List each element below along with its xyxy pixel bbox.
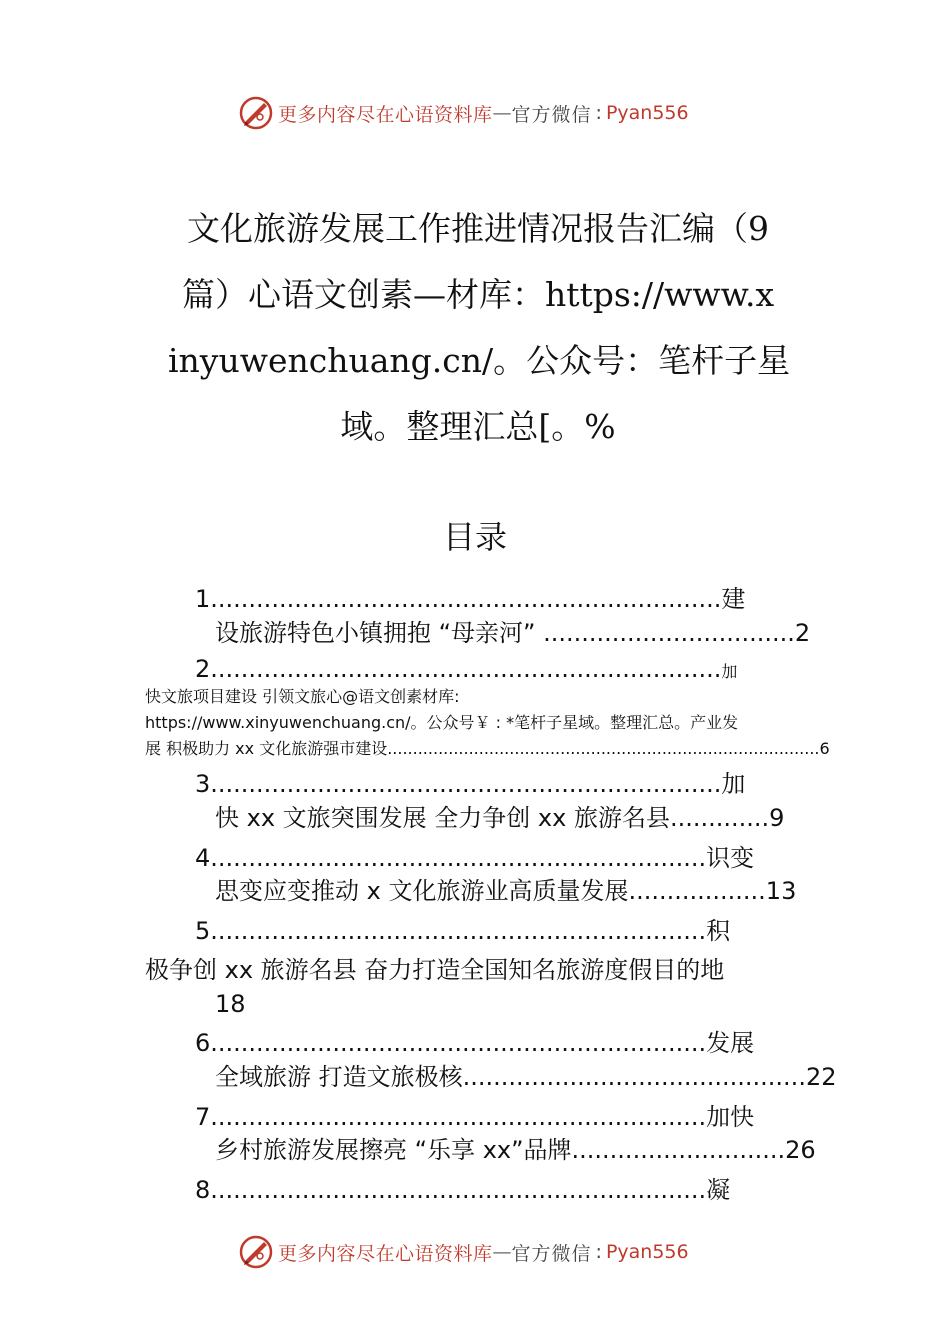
toc-entry-lead: 建 xyxy=(721,585,746,613)
toc-heading: 目录 xyxy=(442,518,507,556)
toc-entry-text: 设旅游特色小镇拥抱 “母亲河” xyxy=(215,619,536,647)
toc-entry-page: 9 xyxy=(769,804,785,832)
toc-dot-leader: ..................................................................................... xyxy=(387,739,820,758)
toc-entry-7[interactable] xyxy=(195,1100,835,1134)
toc-entry-text: 快 xx 文旅突围发展 全力争创 xx 旅游名县 xyxy=(215,804,670,832)
title-line-2: 篇）心语文创素—材库：https://www.x xyxy=(181,275,775,314)
toc-entry-text: 全域旅游 打造文旅极核 xyxy=(215,1063,463,1091)
banner-separator: — xyxy=(492,102,512,124)
banner-text: 更多内容尽在心语资料库 xyxy=(278,103,493,126)
toc-dot-leader: ................................................................. xyxy=(210,917,707,945)
title-line-4: 域。整理汇总[。% xyxy=(340,407,616,446)
toc-entry-page: 6 xyxy=(819,739,830,758)
toc-entry-3[interactable] xyxy=(195,767,825,801)
toc-entry-number: 2 xyxy=(195,655,211,683)
toc-entry-4-cont[interactable] xyxy=(215,874,815,908)
toc-entry-lead: 加快 xyxy=(706,1103,755,1131)
toc-entry-page: 26 xyxy=(785,1136,816,1164)
banner-label: 官方微信 xyxy=(511,103,592,126)
toc-entry-number: 4 xyxy=(195,844,211,872)
toc-entry-lead: 识变 xyxy=(706,844,755,872)
toc-entry-number: 7 xyxy=(195,1103,211,1131)
toc-entry-lead: 加 xyxy=(721,770,746,798)
toc-entry-number: 1 xyxy=(195,585,211,613)
toc-dot-leader: ............. xyxy=(669,804,770,832)
toc-dot-leader: ................................................................... xyxy=(210,655,722,683)
toc-entry-lead: 凝 xyxy=(706,1176,731,1204)
toc-entry-4[interactable] xyxy=(195,841,835,875)
toc-entry-5-cont: 极争创 xx 旅游名县 奋力打造全国知名旅游度假目的地 xyxy=(145,956,725,984)
toc-dot-leader: ................................................................... xyxy=(210,585,722,613)
banner-wechat-id: Pyan556 xyxy=(605,102,689,124)
toc-entry-number: 3 xyxy=(195,770,211,798)
toc-dot-leader: ................................................................. xyxy=(210,1176,707,1204)
toc-entry-5[interactable] xyxy=(195,914,815,948)
toc-dot-leader: ................................................................. xyxy=(210,1103,707,1131)
toc-dot-leader: ................................................................. xyxy=(210,1029,707,1057)
toc-entry-5-page: 18 xyxy=(215,990,246,1018)
document-title xyxy=(168,196,791,460)
banner-text: 更多内容尽在心语资料库 xyxy=(278,1242,493,1265)
toc-entry-lead: 发展 xyxy=(706,1029,755,1057)
toc-entry-3-cont[interactable] xyxy=(215,801,815,835)
banner-wechat-id: Pyan556 xyxy=(605,1241,689,1263)
toc-entry-2-cont-3[interactable] xyxy=(145,736,830,762)
toc-dot-leader: .................. xyxy=(628,877,766,905)
pen-logo-icon xyxy=(238,95,274,131)
banner-label: 官方微信 xyxy=(511,1242,592,1265)
toc-entry-lead: 积 xyxy=(706,917,731,945)
toc-dot-leader: ................................. xyxy=(535,619,795,647)
title-line-3: inyuwenchuang.cn/。公众号：笔杆子星 xyxy=(168,341,791,380)
toc-entry-6[interactable] xyxy=(195,1026,835,1060)
toc-entry-text: 展 积极助力 xx 文化旅游强市建设 xyxy=(145,739,388,758)
toc-entry-number: 6 xyxy=(195,1029,211,1057)
toc-entry-7-cont[interactable] xyxy=(215,1133,815,1167)
title-line-1: 文化旅游发展工作推进情况报告汇编（9 xyxy=(187,209,769,248)
footer-banner xyxy=(0,1232,950,1272)
toc-entry-1-cont[interactable] xyxy=(215,616,815,650)
toc-dot-leader: ............................ xyxy=(571,1136,786,1164)
toc-entry-number: 8 xyxy=(195,1176,211,1204)
toc-entry-2-cont-2: https://www.xinyuwenchuang.cn/。公众号￥ : *笔杆子星域。整理汇总。产业发 xyxy=(145,713,739,732)
toc-entry-lead: 加 xyxy=(721,662,738,681)
pen-logo-icon xyxy=(238,1234,274,1270)
toc-entry-number: 5 xyxy=(195,917,211,945)
toc-dot-leader: ................................................................. xyxy=(210,844,707,872)
header-banner xyxy=(0,93,950,133)
toc-entry-page: 2 xyxy=(794,619,811,647)
banner-separator: — xyxy=(492,1241,512,1263)
toc-entry-1[interactable] xyxy=(195,582,825,616)
toc-entry-page: 13 xyxy=(765,877,797,905)
toc-entry-page: 22 xyxy=(805,1063,837,1091)
banner-colon: : xyxy=(595,1241,602,1263)
toc-entry-8[interactable] xyxy=(195,1173,815,1207)
toc-entry-text: 思变应变推动 x 文化旅游业高质量发展 xyxy=(215,877,629,905)
toc-entry-2-cont-1: 快文旅项目建设 引领文旅心@语文创素材库: xyxy=(145,687,460,706)
banner-colon: : xyxy=(595,102,602,124)
toc-dot-leader: ................................................................... xyxy=(210,770,722,798)
toc-entry-6-cont[interactable] xyxy=(215,1060,837,1094)
toc-dot-leader: ............................................. xyxy=(462,1063,806,1091)
toc-entry-text: 乡村旅游发展擦亮 “乐享 xx”品牌 xyxy=(215,1136,572,1164)
